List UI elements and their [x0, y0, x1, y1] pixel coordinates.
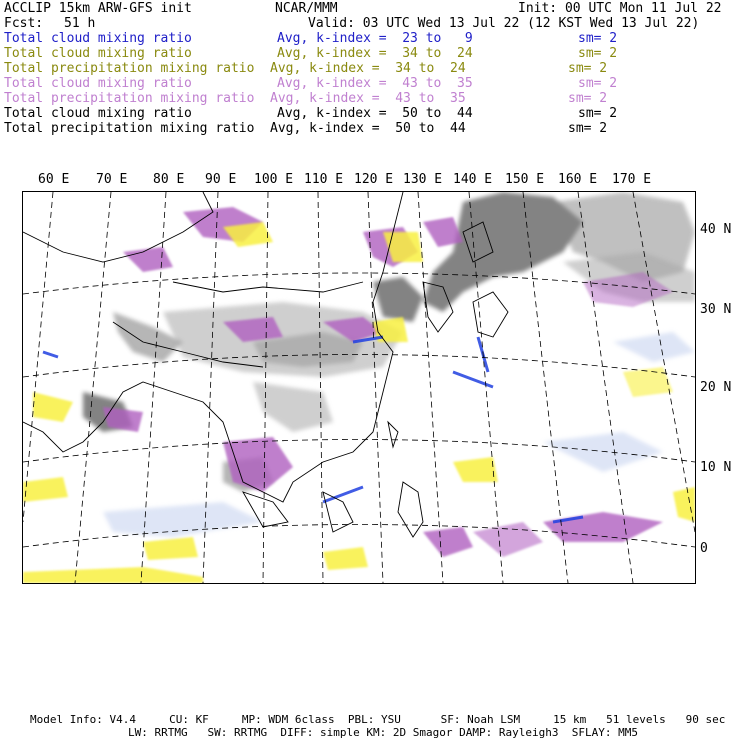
lon-label-100e: 100 E	[254, 172, 294, 187]
field-avg-2: Avg, k-index = 34 to 24	[277, 46, 473, 61]
forecast-hour: 51 h	[64, 16, 96, 31]
lat-label-10n: 10 N	[700, 460, 732, 475]
field-sm-1: sm= 2	[578, 31, 618, 46]
field-name-7: Total precipitation mixing ratio	[4, 121, 255, 136]
lat-label-20n: 20 N	[700, 380, 732, 395]
forecast-label: Fcst:	[4, 16, 44, 31]
field-avg-4: Avg, k-index = 43 to 35	[277, 76, 473, 91]
field-avg-5: Avg, k-index = 43 to 35	[270, 91, 466, 106]
map-panel	[22, 191, 696, 584]
field-name-1: Total cloud mixing ratio	[4, 31, 192, 46]
lat-label-40n: 40 N	[700, 222, 732, 237]
lat-label-0: 0	[700, 541, 708, 556]
init-time: Init: 00 UTC Mon 11 Jul 22	[518, 1, 722, 16]
field-name-4: Total cloud mixing ratio	[4, 76, 192, 91]
lon-label-150e: 150 E	[505, 172, 545, 187]
footer-physics-info: LW: RRTMG SW: RRTMG DIFF: simple KM: 2D Smagor DAMP: Rayleigh3 SFLAY: MM5	[128, 726, 638, 739]
lon-label-90e: 90 E	[205, 172, 237, 187]
map-canvas	[23, 192, 695, 583]
field-sm-7: sm= 2	[568, 121, 608, 136]
lon-label-160e: 160 E	[558, 172, 598, 187]
field-name-6: Total cloud mixing ratio	[4, 106, 192, 121]
field-sm-6: sm= 2	[578, 106, 618, 121]
lon-label-70e: 70 E	[96, 172, 128, 187]
field-sm-3: sm= 2	[568, 61, 608, 76]
lat-label-30n: 30 N	[700, 302, 732, 317]
field-name-5: Total precipitation mixing ratio	[4, 91, 255, 106]
lon-label-110e: 110 E	[304, 172, 344, 187]
lon-label-120e: 120 E	[354, 172, 394, 187]
field-sm-2: sm= 2	[578, 46, 618, 61]
field-sm-5: sm= 2	[568, 91, 608, 106]
lon-label-60e: 60 E	[38, 172, 70, 187]
valid-time: Valid: 03 UTC Wed 13 Jul 22 (12 KST Wed 13 Jul 22)	[308, 16, 700, 31]
field-name-2: Total cloud mixing ratio	[4, 46, 192, 61]
lon-label-170e: 170 E	[612, 172, 652, 187]
field-avg-1: Avg, k-index = 23 to 9	[277, 31, 473, 46]
field-avg-7: Avg, k-index = 50 to 44	[270, 121, 466, 136]
lon-label-80e: 80 E	[153, 172, 185, 187]
field-sm-4: sm= 2	[578, 76, 618, 91]
field-name-3: Total precipitation mixing ratio	[4, 61, 255, 76]
field-avg-3: Avg, k-index = 34 to 24	[270, 61, 466, 76]
footer-model-info: Model Info: V4.4 CU: KF MP: WDM 6class PBL: YSU SF: Noah LSM 15 km 51 levels 90 sec	[30, 713, 726, 726]
model-title: ACCLIP 15km ARW-GFS init	[4, 1, 192, 16]
field-avg-6: Avg, k-index = 50 to 44	[277, 106, 473, 121]
lon-label-140e: 140 E	[453, 172, 493, 187]
lon-label-130e: 130 E	[403, 172, 443, 187]
organization-label: NCAR/MMM	[275, 1, 338, 16]
